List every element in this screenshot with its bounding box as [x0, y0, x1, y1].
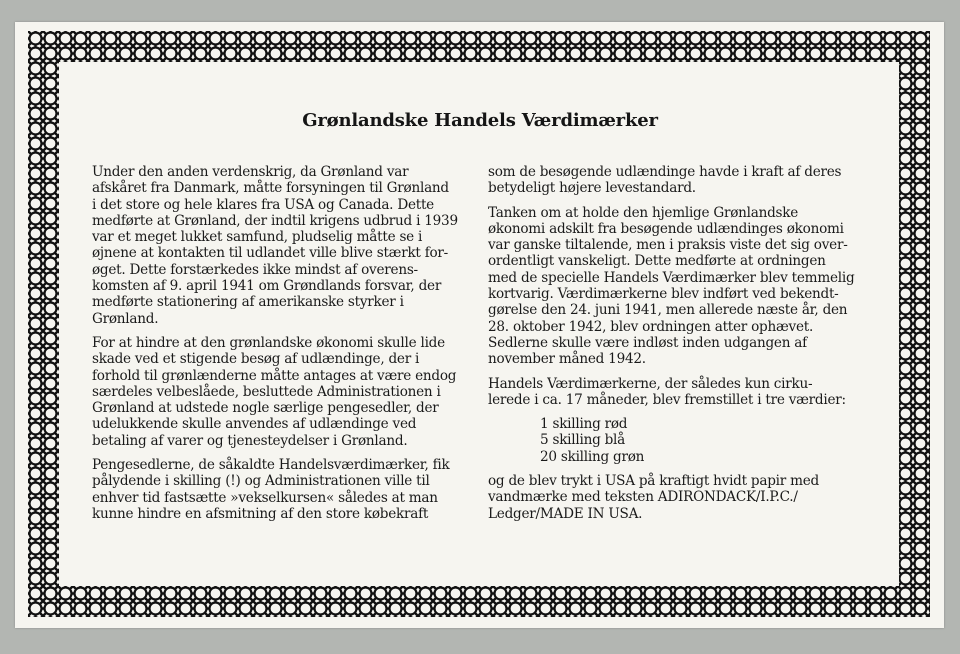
text-line: betydeligt højere levestandard. — [488, 180, 696, 197]
text-line: 28. oktober 1942, blev ordningen atter ophævet. — [488, 318, 814, 335]
text-line: afskåret fra Danmark, måtte forsyningen til Grønland — [92, 180, 449, 197]
text-line: vandmærke med teksten ADIRONDACK/I.P.C./ — [488, 489, 798, 506]
text-line: som de besøgende udlændinge havde i kraft af deres — [488, 164, 842, 180]
text-line: udelukkende skulle anvendes af udlændinge ved — [92, 416, 417, 433]
text-line: økonomi adskilt fra besøgende udlændinges økonomi — [488, 220, 844, 237]
text-line: i det store og hele klares fra USA og Canada. Dette — [92, 196, 434, 213]
text-line: Grønland. — [92, 310, 159, 327]
paragraph — [488, 205, 888, 368]
text-line: komsten af 9. april 1941 om Grøndlands forsvar, der — [92, 278, 442, 295]
text-line: særdeles velbeslåede, besluttede Administrationen i — [92, 383, 441, 400]
text-line: Handels Værdimærkerne, der således kun cirku- — [488, 375, 813, 392]
paragraph — [92, 335, 472, 449]
text-line: var ganske tiltalende, men i praksis viste det sig over- — [488, 237, 848, 254]
text-line: med de specielle Handels Værdimærker blev temmelig — [488, 269, 855, 286]
page-title: Grønlandske Handels Værdimærker — [302, 110, 658, 131]
paragraph — [488, 164, 888, 197]
text-line: pålydende i skilling (!) og Administrationen ville til — [92, 473, 430, 490]
text-line: kunne hindre en afsmitning af den store købekraft — [92, 505, 429, 522]
text-line: Pengesedlerne, de såkaldte Handelsværdimærker, fik — [92, 457, 450, 474]
text-line: Grønland at udstede nogle særlige pengesedler, der — [92, 400, 439, 417]
right-column — [488, 164, 888, 530]
text-line: gørelse den 24. juni 1941, men allerede næste år, den — [488, 302, 848, 319]
denomination-item: 20 skilling grøn — [540, 448, 645, 465]
text-line: øjnene at kontakten til udlandet ville blive stærkt for- — [92, 245, 449, 262]
text-line: Under den anden verdenskrig, da Grønland var — [92, 164, 409, 180]
denomination-item: 1 skilling rød — [540, 416, 628, 433]
paragraph — [488, 473, 888, 522]
text-line: øget. Dette forstærkedes ikke mindst af overens- — [92, 261, 418, 278]
text-line: For at hindre at den grønlandske økonomi skulle lide — [92, 334, 445, 351]
paragraph — [92, 164, 472, 327]
text-line: november måned 1942. — [488, 351, 646, 368]
text-line: og de blev trykt i USA på kraftigt hvidt papir med — [488, 473, 819, 490]
paragraph — [92, 457, 472, 522]
text-line: kortvarig. Værdimærkerne blev indført ved bekendt- — [488, 286, 839, 303]
left-column — [92, 164, 472, 530]
text-line: enhver tid fastsætte »vekselkursen« således at man — [92, 489, 438, 506]
text-line: skade ved et stigende besøg af udlændinge, der i — [92, 351, 420, 368]
text-line: lerede i ca. 17 måneder, blev fremstillet i tre værdier: — [488, 391, 846, 408]
text-line: Tanken om at holde den hjemlige Grønlandske — [488, 204, 799, 221]
text-line: medførte stationering af amerikanske styrker i — [92, 294, 404, 311]
text-line: betaling af varer og tjenesteydelser i Grønland. — [92, 432, 408, 449]
text-line: Sedlerne skulle være indløst inden udgangen af — [488, 334, 807, 351]
text-line: forhold til grønlænderne måtte antages at være endog — [92, 367, 457, 384]
paragraph — [488, 376, 888, 409]
text-line: Ledger/MADE IN USA. — [488, 505, 643, 522]
denomination-item: 5 skilling blå — [540, 432, 626, 449]
text-line: medførte at Grønland, der indtil krigens udbrud i 1939 — [92, 212, 458, 229]
text-line: ordentligt vanskeligt. Dette medførte at ordningen — [488, 253, 826, 270]
text-line: var et meget lukket samfund, pludselig måtte se i — [92, 229, 423, 246]
denomination-list — [540, 416, 888, 465]
